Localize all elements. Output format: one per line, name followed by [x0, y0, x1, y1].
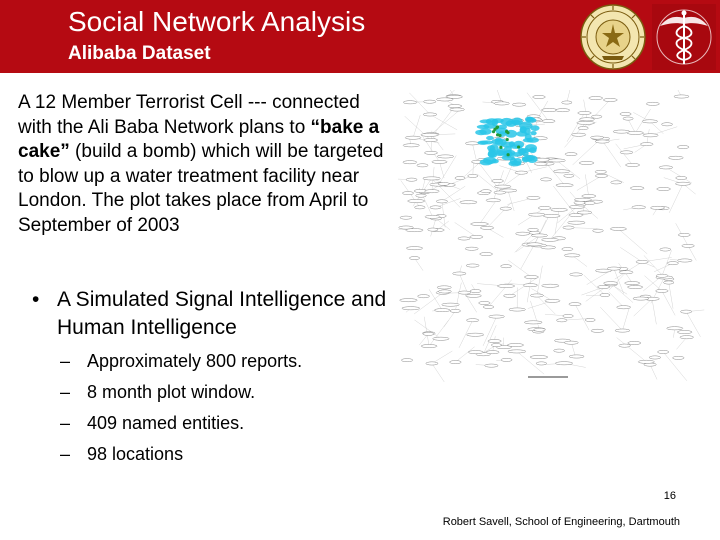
bullet-text: A Simulated Signal Intelligence and Human Intelligence: [57, 288, 387, 339]
slide-subtitle: Alibaba Dataset: [68, 43, 211, 64]
sub-bullet-item: [60, 408, 302, 439]
intro-text-before: A 12 Member Terrorist Cell --- connected with the Ali Baba Network plans to: [18, 92, 360, 138]
sub-bullet-text: 409 named entities.: [87, 413, 245, 433]
dash-marker: –: [60, 351, 71, 371]
highlighted-cluster: [475, 116, 539, 166]
page-number: 16: [663, 490, 676, 502]
intro-text-after: (build a bomb) which will be targeted to blow up a water treatment facility near London. The plot takes place from April to September of 2003: [18, 141, 384, 236]
sub-bullet-text: Approximately 800 reports.: [87, 351, 303, 371]
bullet-marker: •: [32, 288, 40, 311]
graph-caption-mark: [528, 376, 568, 378]
sub-bullet-text: 8 month plot window.: [87, 382, 256, 402]
title-banner: [0, 0, 720, 73]
dash-marker: –: [60, 444, 71, 464]
network-graph-image: [398, 90, 710, 382]
graph-nodes: [399, 95, 695, 368]
footer-credit: Robert Savell, School of Engineering, Dartmouth: [442, 516, 680, 528]
university-seal-logo: [580, 4, 646, 70]
slide-title: Social Network Analysis: [68, 6, 366, 37]
sub-bullet-item: [60, 377, 302, 408]
sub-bullet-text: 98 locations: [87, 444, 184, 464]
sub-bullet-list: [60, 346, 302, 470]
sub-bullet-item: [60, 439, 302, 470]
caduceus-logo: [652, 4, 716, 70]
intro-emphasis: “bake a cake”: [18, 116, 380, 162]
dash-marker: –: [60, 413, 71, 433]
sub-bullet-item: [60, 346, 302, 377]
intro-paragraph: [18, 91, 390, 238]
dash-marker: –: [60, 382, 71, 402]
